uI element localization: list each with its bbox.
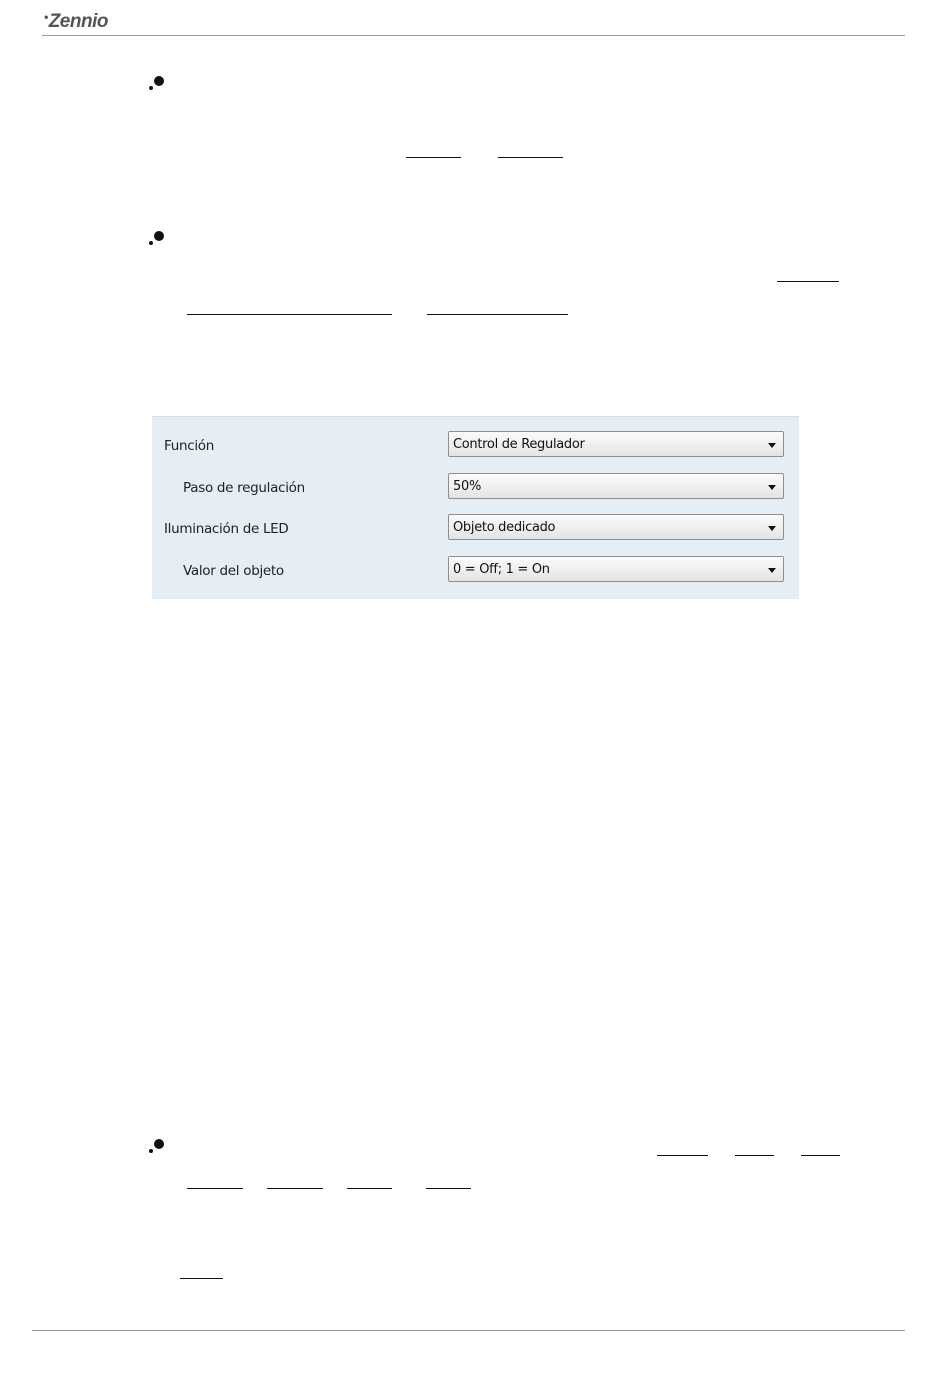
underline-mark — [427, 314, 568, 315]
underline-mark — [801, 1155, 840, 1156]
underline-mark — [406, 157, 461, 158]
bullet-icon — [148, 74, 168, 94]
bullet-icon — [148, 1137, 168, 1157]
chevron-down-icon — [768, 526, 776, 531]
underline-mark — [187, 314, 392, 315]
zennio-logo: •Zennio — [44, 10, 108, 32]
param-label-valor: Valor del objeto — [183, 563, 284, 579]
chevron-down-icon — [768, 568, 776, 573]
paso-regulacion-dropdown[interactable]: 50% — [448, 473, 784, 499]
footer-rule — [32, 1330, 905, 1331]
chevron-down-icon — [768, 485, 776, 490]
underline-mark — [347, 1188, 392, 1189]
underline-mark — [735, 1155, 774, 1156]
funcion-dropdown[interactable]: Control de Regulador — [448, 431, 784, 457]
underline-mark — [426, 1188, 471, 1189]
header-rule — [42, 35, 905, 36]
valor-objeto-dropdown[interactable]: 0 = Off; 1 = On — [448, 556, 784, 582]
underline-mark — [777, 281, 839, 282]
underline-mark — [267, 1188, 323, 1189]
underline-mark — [187, 1188, 243, 1189]
param-label-iluminacion: Iluminación de LED — [164, 521, 289, 537]
iluminacion-led-dropdown[interactable]: Objeto dedicado — [448, 514, 784, 540]
parameter-panel — [152, 416, 799, 599]
chevron-down-icon — [768, 443, 776, 448]
underline-mark — [180, 1278, 223, 1279]
underline-mark — [657, 1155, 708, 1156]
bullet-icon — [148, 229, 168, 249]
param-label-paso: Paso de regulación — [183, 480, 305, 496]
underline-mark — [498, 157, 563, 158]
param-label-funcion: Función — [164, 438, 215, 454]
